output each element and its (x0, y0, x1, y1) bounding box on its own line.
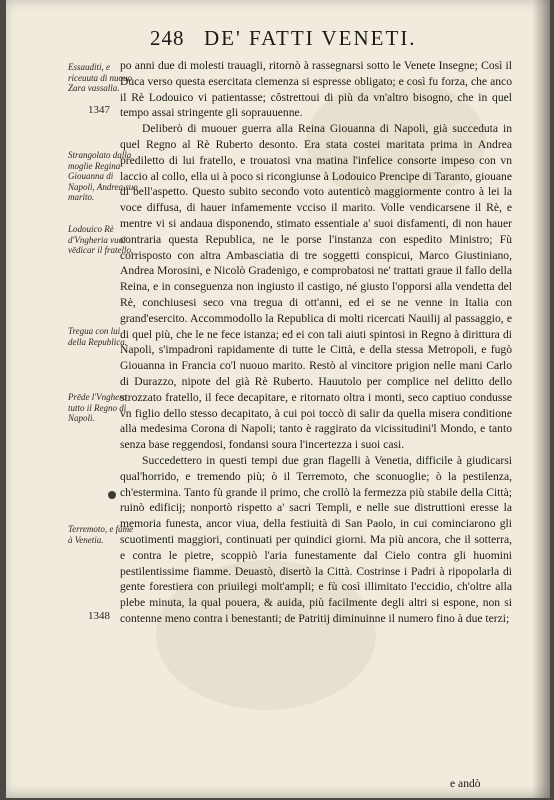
book-page (6, 0, 550, 798)
margin-year: 1348 (88, 610, 110, 622)
ink-blot (108, 491, 116, 499)
running-title: DE' FATTI VENETI. (204, 26, 417, 50)
paragraph: po anni due di molesti trauagli, ritornò à rassegnarsi sotto le Venete Insegne; Così il Duca verso questa esercitata clemenza si espresse obligato; e così fu forza, che anco il Rè Lodouico vi patientasse; côstrettoui di più da vn'altro bisogno, che in quel tempo assai stringente gli soprauuenne. (120, 59, 512, 120)
margin-note: Essauditi, e riceuuta di nuouo Zara vassalla. (68, 62, 132, 93)
margin-year: 1347 (88, 104, 110, 116)
margin-note: Tregua con lui della Republica. (68, 326, 127, 347)
margin-note: Prēde l'Vnghero tutto il Regno di Napoli. (68, 392, 127, 423)
page-gutter-shadow (532, 0, 550, 798)
paragraph: Deliberò di muouer guerra alla Reina Giouanna di Napoli, già succeduta in quel Regno al Rè Ruberto desonto. Era stata costei maritata prima in Andrea prediletto di lui fratello, e trouatosi vna matina l'infelice consorte impeso con vn laccio al collo, ella ui à poco si ricongiunse à Lodouico Prencipe di Taranto, giouane di bell'aspetto. Questo subito secondo voto autenticò maggiormente contro à lei la voce diffusa, di hauer infamemente vcciso il marito. Volle vendicarsene il Rè, e mentre vi si andaua disponendo, stimato essentiale a' suoi disfamenti, di non hauer contraria questa Republica, ne le porse l'instanza con espedito Ministro; Fù corrisposto con altra Ambasciatia di tre soggetti conspicui, Marco Giustiniano, Andrea Morosini, e Nicolò Gradenigo, e comprobatosi ne' trattati graue il fallo della Reina, e in conseguenza non ingiusto il castigo, né giusto l'opporsi alla vendetta del Rè, conchiusesi seco vna tregua di ott'anni, ed ei se ne venne in Italia con grand'esercito. Accommodollo la Republica di molti ricercati Nauilij al passaggio, e di quel più, che le ne fece istanza; ed ei con tali aiuti spintosi in Regno à dirittura di Napoli, s'impadronì rapidamente di tutte le Città, e della stessa Metropoli, e fugò Giouanna in Francia co'l nuouo marito. Restò al vincitore prigion nelle mani Carlo di Durazzo, nipote del già Rè Ruberto. Hauutolo per complice nel delitto dello strozzato fratello, il fece decapitare, e ritornato oltra i monti, seco captiuo condusse vn figlio dello stesso decapitato, à cui poi toccò di salir da quella misera conditione alla medesima Corona di Napoli; tanto è raggirato da vicissitudini'l Mondo, e tanto senza base reggendosi, fondansi soura l'incertezza i suoi casi. (120, 122, 512, 452)
margin-note: Lodouico Rè d'Vngheria vuol vēdicar il fratello. (68, 224, 134, 255)
paragraph: Succedettero in questi tempi due gran flagelli à Venetia, difficile à giudicarsi qual'horrido, e tremendo più; ò il Terremoto, che sconuoglie; ò la pestilenza, ch'estermina. Tanto fù grande il primo, che crollò la fermezza più stabile della Città; ruinò edificij; nonportò rispetto a' sacri Templi, e nelle sue distruttioni eresse la memoria funesta, ancor viua, della festiuità di San Paolo, in cui cominciarono gli scuotimenti maggiori, continuati per quindici giorni. Ma più ancora, che il sotterra, e contra le pietre, scoppiò l'aria funestamente dal Cielo contra gli huomini pestilentissime fiamme. Deuastò, disertò la Città. Costrinse i Padri à ripopolarla di gente forestiera con priuilegi molt'ampli; e fù così illimitato l'eccidio, ch'oltre alla plebe minuta, la qual pouera, & auida, più facilmente degli altri si espone, non si contenne meno contra i benestanti; de Patritij diminuinne il numero fino à due terzi; (120, 453, 512, 625)
catchword: e andò (450, 777, 481, 790)
page-number: 248 (150, 26, 185, 50)
margin-note: Terremoto, e fame à Venetia. (68, 524, 134, 545)
margin-note: Strangolato dalla moglie Regina Giouanna di Napoli, Andrea suo marito. (68, 150, 138, 202)
margin-notes (6, 0, 138, 798)
body-text (120, 58, 512, 627)
